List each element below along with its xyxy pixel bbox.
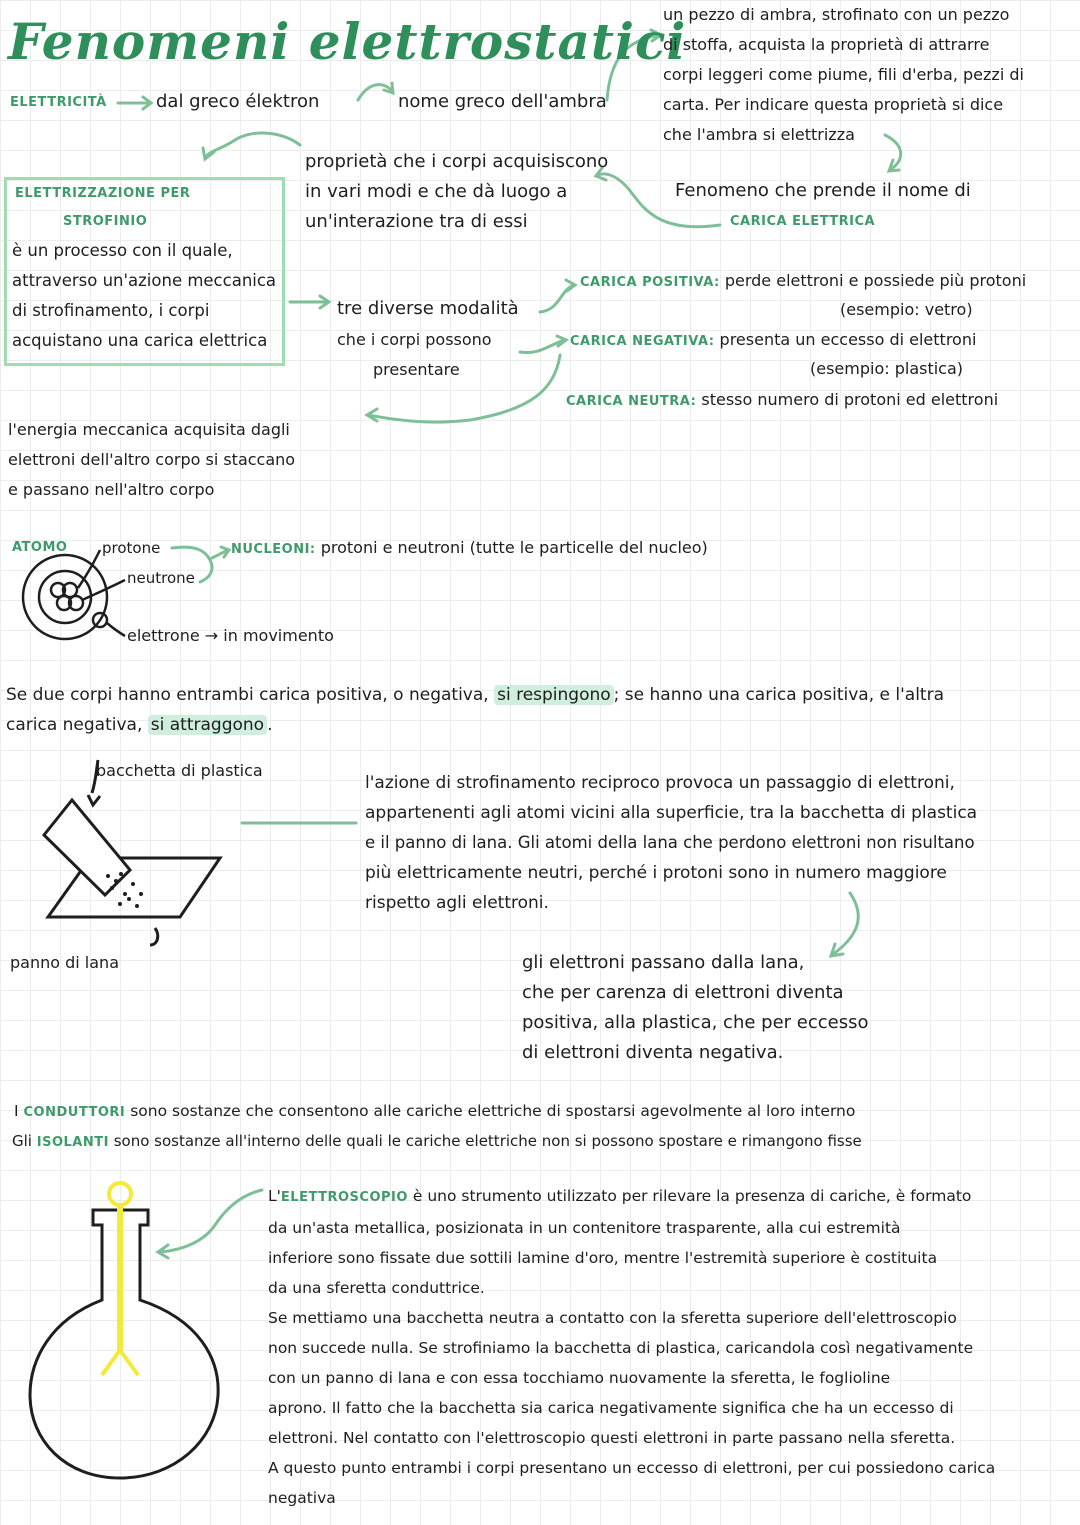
bacchetta-label: bacchetta di plastica [96,761,263,780]
carica-neutra-label: CARICA NEUTRA: [566,394,697,409]
atom-drawing [23,550,125,639]
conduttori-prefix: I [14,1102,19,1120]
dal-greco-text: dal greco élektron [156,91,320,112]
elettroscopio-line [268,1181,995,1213]
strofinamento-line: l'azione di strofinamento reciproco provoca un passaggio di elettroni, [365,773,955,793]
neutrone-label: neutrone [127,569,195,587]
attraggono-highlight: si attraggono [148,715,267,735]
isolanti-line [12,1126,862,1158]
electroscope-drawing [30,1183,218,1478]
ambra-line: di stoffa, acquista la proprietà di attrarre [663,35,990,54]
passano-line: di elettroni diventa negativa. [522,1042,784,1063]
passano-line: che per carenza di elettroni diventa [522,982,844,1003]
arrow-positiva [540,285,574,312]
proprieta-line: proprietà che i corpi acquisiscono [305,151,609,172]
elettroscopio-label: ELETTROSCOPIO [280,1190,408,1205]
ambra-line: corpi leggeri come piume, fili d'erba, pezzi di [663,65,1024,84]
respingono-line-1 [6,680,944,710]
carica-negativa-text: presenta un eccesso di elettroni [719,330,977,349]
elettroscopio-paragraph [268,1181,995,1513]
atomo-label: ATOMO [12,540,68,555]
proprieta-line: in vari modi e che dà luogo a [305,181,568,202]
strofinamento-line: più elettricamente neutri, perché i protoni sono in numero maggiore [365,863,947,883]
elettroscopio-line: Se mettiamo una bacchetta neutra a contatto con la sferetta superiore dell'elettroscopio [268,1309,957,1327]
passano-paragraph [522,948,868,1068]
isolanti-label: ISOLANTI [36,1135,109,1150]
elettrone-label: elettrone [127,626,200,645]
arrow-nome-greco [358,85,393,100]
ambra-line: un pezzo di ambra, strofinato con un pezzo [663,5,1010,24]
modalita-line: tre diverse modalità [337,298,519,319]
carica-positiva-text: perde elettroni e possiede più protoni [724,271,1027,290]
elettroscopio-line: negativa [268,1489,336,1507]
ambra-line: carta. Per indicare questa proprietà si dice [663,95,1004,114]
movimento-arrow: → [204,626,224,645]
box-line: acquistano una carica elettrica [12,331,268,350]
carica-negativa [570,325,976,357]
attraggono-period: . [267,715,273,735]
elettrone-line [127,621,334,651]
nucleoni-label: NUCLEONI: [231,542,316,557]
elettroscopio-prefix: L' [268,1187,281,1205]
elettroscopio-line: non succede nulla. Se strofiniamo la bacchetta di plastica, caricandola così negativamente [268,1339,974,1357]
proprieta-paragraph [305,147,608,237]
strofinamento-paragraph [365,768,977,918]
nome-greco-text: nome greco dell'ambra [398,91,607,112]
energia-line: elettroni dell'altro corpo si staccano [8,450,296,469]
page-title: Fenomeni elettrostatici [8,12,687,71]
respingono-highlight: si respingono [494,685,614,705]
carica-negativa-label: CARICA NEGATIVA: [570,334,715,349]
elettricita-label: ELETTRICITÀ [10,95,107,110]
modalita-line: che i corpi possono [337,330,492,349]
energia-paragraph [8,415,295,505]
elettroscopio-line: elettroni. Nel contatto con l'elettroscopio questi elettroni in parte passano nella sferetta. [268,1429,956,1447]
isolanti-prefix: Gli [12,1132,32,1150]
conduttori-label: CONDUTTORI [23,1105,126,1120]
ambra-line: che l'ambra si elettrizza [663,125,855,144]
box-title: ELETTRIZZAZIONE PER [15,186,191,201]
movimento-label: in movimento [223,626,334,645]
energia-line: e passano nell'altro corpo [8,480,215,499]
attraggono-text: carica negativa, [6,715,143,735]
elettroscopio-line: da una sferetta conduttrice. [268,1279,485,1297]
isolanti-text: sono sostanze all'interno delle quali le cariche elettriche non si possono spostare e rimangono fisse [113,1132,862,1150]
carica-positiva-label: CARICA POSITIVA: [580,275,720,290]
carica-positiva-esempio: (esempio: vetro) [840,300,973,319]
elettroscopio-line: A questo punto entrambi i corpi presentano un eccesso di elettroni, per cui possiedono carica [268,1459,996,1477]
passano-line: positiva, alla plastica, che per eccesso [522,1012,869,1033]
box-line: è un processo con il quale, [12,241,233,260]
passano-line: gli elettroni passano dalla lana, [522,952,805,973]
arrow-elettroscopio [160,1190,262,1252]
box-line: attraverso un'azione meccanica [12,271,277,290]
panno-label: panno di lana [10,953,119,972]
box-line: di strofinamento, i corpi [12,301,210,320]
carica-positiva [580,266,1026,298]
nucleoni [231,533,708,565]
electron-dots [106,872,143,908]
carica-elettrica-label: CARICA ELETTRICA [730,214,876,229]
carica-negativa-esempio: (esempio: plastica) [810,359,964,378]
modalita-line: presentare [373,360,460,379]
respingono-text: Se due corpi hanno entrambi carica positiva, o negativa, [6,685,489,705]
proprieta-line: un'interazione tra di essi [305,211,528,232]
fenomeno-text: Fenomeno che prende il nome di [675,180,971,201]
rod-cloth-drawing [44,760,220,945]
elettroscopio-line: inferiore sono fissate due sottili lamine d'oro, mentre l'estremità superiore è costituita [268,1249,938,1267]
protone-label: protone [102,539,161,557]
ambra-paragraph [663,0,1024,150]
arrow-box [205,133,300,158]
arrow-negativa [520,340,565,353]
conduttori-text: sono sostanze che consentono alle cariche elettriche di spostarsi agevolmente al loro interno [130,1102,856,1120]
nucleoni-text: protoni e neutroni (tutte le particelle del nucleo) [320,538,708,557]
strofinamento-line: rispetto agli elettroni. [365,893,549,913]
elettroscopio-line: aprono. Il fatto che la bacchetta sia carica negativamente significa che ha un eccesso di [268,1399,954,1417]
elettrizzazione-box [4,177,285,366]
strofinamento-line: e il panno di lana. Gli atomi della lana che perdono elettroni non risultano [365,833,975,852]
respingono-line-2 [6,710,272,740]
box-title-2: STROFINIO [63,214,148,229]
elettroscopio-text: è uno strumento utilizzato per rilevare la presenza di cariche, è formato [412,1187,972,1205]
elettroscopio-line: da un'asta metallica, posizionata in un contenitore trasparente, alla cui estremità [268,1219,901,1237]
elettroscopio-line: con un panno di lana e con essa tocchiamo nuovamente la sferetta, le foglioline [268,1369,891,1387]
conduttori-line [14,1096,855,1128]
carica-neutra-text: stesso numero di protoni ed elettroni [701,390,999,409]
strofinamento-line: appartenenti agli atomi vicini alla superficie, tra la bacchetta di plastica [365,803,978,823]
energia-line: l'energia meccanica acquisita dagli [8,420,290,439]
respingono-text-2: ; se hanno una carica positiva, e l'altra [613,685,945,705]
carica-neutra [566,385,998,417]
